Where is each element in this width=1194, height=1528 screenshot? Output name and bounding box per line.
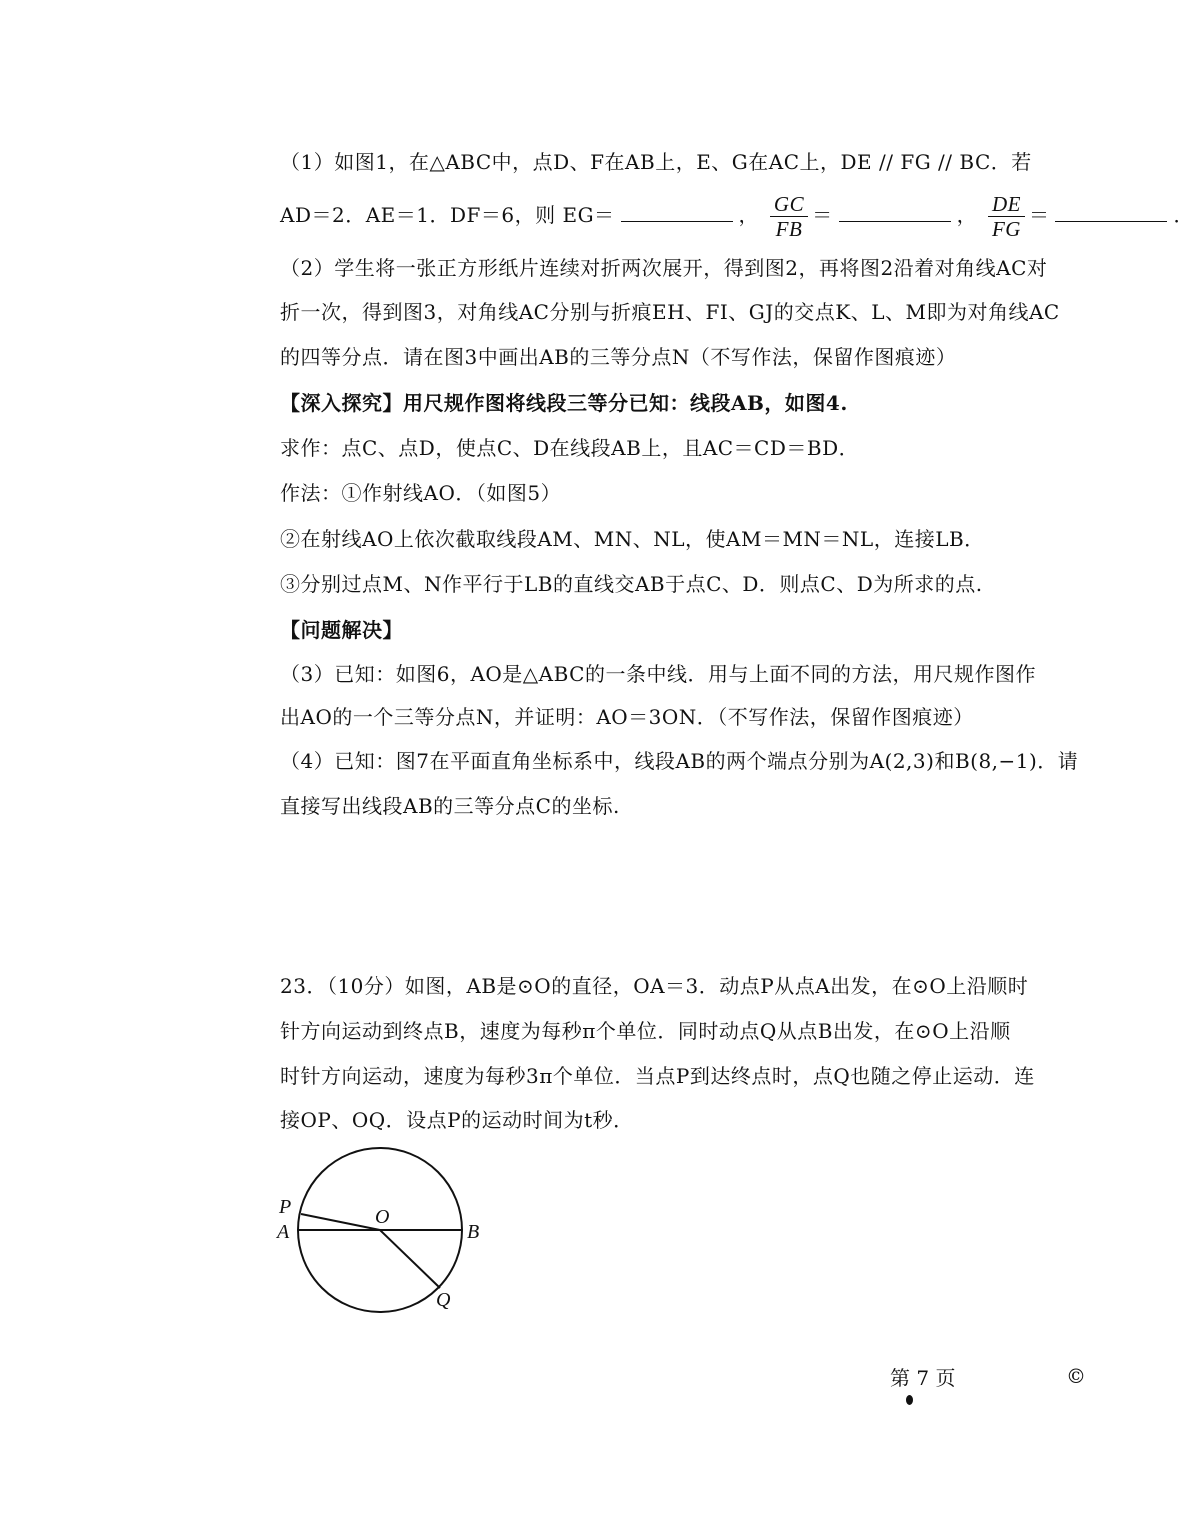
answer-blank-gc-fb[interactable] [839,203,951,222]
label-o: O [375,1206,390,1228]
label-p: P [279,1196,292,1218]
ink-dot [906,1395,913,1405]
separator: ， [956,203,978,227]
label-q: Q [436,1289,451,1311]
fraction-denominator: FB [775,217,803,241]
question-22-part1-line2 [280,192,1194,241]
question-22-part1-line1: （1）如图1，在△ABC中，点D、F在AB上，E、G在AC上，DE // FG // BC．若 [280,150,1032,174]
answer-blank-de-fg[interactable] [1055,203,1167,222]
section-solve-heading: 【问题解决】 [280,618,403,642]
question-22-part4-line2: 直接写出线段AB的三等分点C的坐标. [280,794,620,818]
section-explore-heading: 【深入探究】用尺规作图将线段三等分已知：线段AB，如图4. [280,391,848,415]
circle-figure [270,1140,500,1320]
period: ． [1173,203,1194,227]
separator: ， [738,203,760,227]
construction-step2: ②在射线AO上依次截取线段AM、MN、NL，使AM＝MN＝NL，连接LB． [280,527,985,551]
fraction-gc-fb [770,192,808,241]
question-22-part2-line3: 的四等分点．请在图3中画出AB的三等分点N（不写作法，保留作图痕迹） [280,345,957,369]
question-22-part2-line1: （2）学生将一张正方形纸片连续对折两次展开，得到图2，再将图2沿着对角线AC对 [280,256,1048,280]
fraction-numerator: DE [988,192,1025,217]
construction-step3: ③分别过点M、N作平行于LB的直线交AB于点C、D．则点C、D为所求的点. [280,572,983,596]
question-23-line3: 时针方向运动，速度为每秒3π个单位．当点P到达终点时，点Q也随之停止运动．连 [280,1064,1035,1088]
question-22-part4-line1: （4）已知：图7在平面直角坐标系中，线段AB的两个端点分别为A(2,3)和B(8,−1)．请 [280,749,1079,773]
segment-oq [380,1230,440,1288]
fraction-de-fg [988,192,1025,241]
question-22-part3-line2: 出AO的一个三等分点N，并证明：AO＝3ON．（不写作法，保留作图痕迹） [280,705,974,729]
equals-sign: ＝ [1028,203,1050,227]
question-23-line1: 23．（10分）如图，AB是⊙O的直径，OA＝3．动点P从点A出发，在⊙O上沿顺时 [280,974,1029,998]
question-23-line4: 接OP、OQ．设点P的运动时间为t秒． [280,1108,634,1132]
construction-task: 求作：点C、点D，使点C、D在线段AB上，且AC＝CD＝BD． [280,436,860,460]
question-22-part2-line2: 折一次，得到图3，对角线AC分别与折痕EH、FI、GJ的交点K、L、M即为对角线AC [280,300,1060,324]
fraction-denominator: FG [991,217,1021,241]
label-a: A [277,1221,290,1243]
equals-sign: ＝ [812,203,833,227]
part1-given: AD＝2．AE＝1．DF＝6，则 EG＝ [280,203,615,227]
fraction-numerator: GC [770,192,808,217]
question-22-part3-line1: （3）已知：如图6，AO是△ABC的一条中线．用与上面不同的方法，用尺规作图作 [280,662,1036,686]
edge-mark: © [1066,1364,1086,1388]
segment-op [301,1214,380,1230]
question-23-line2: 针方向运动到终点B，速度为每秒π个单位．同时动点Q从点B出发，在⊙O上沿顺 [280,1019,1011,1043]
answer-blank-eg[interactable] [621,203,733,222]
page-number: 第 7 页 [890,1366,956,1390]
construction-step1: 作法：①作射线AO．（如图5） [280,481,562,505]
label-b: B [467,1221,480,1243]
